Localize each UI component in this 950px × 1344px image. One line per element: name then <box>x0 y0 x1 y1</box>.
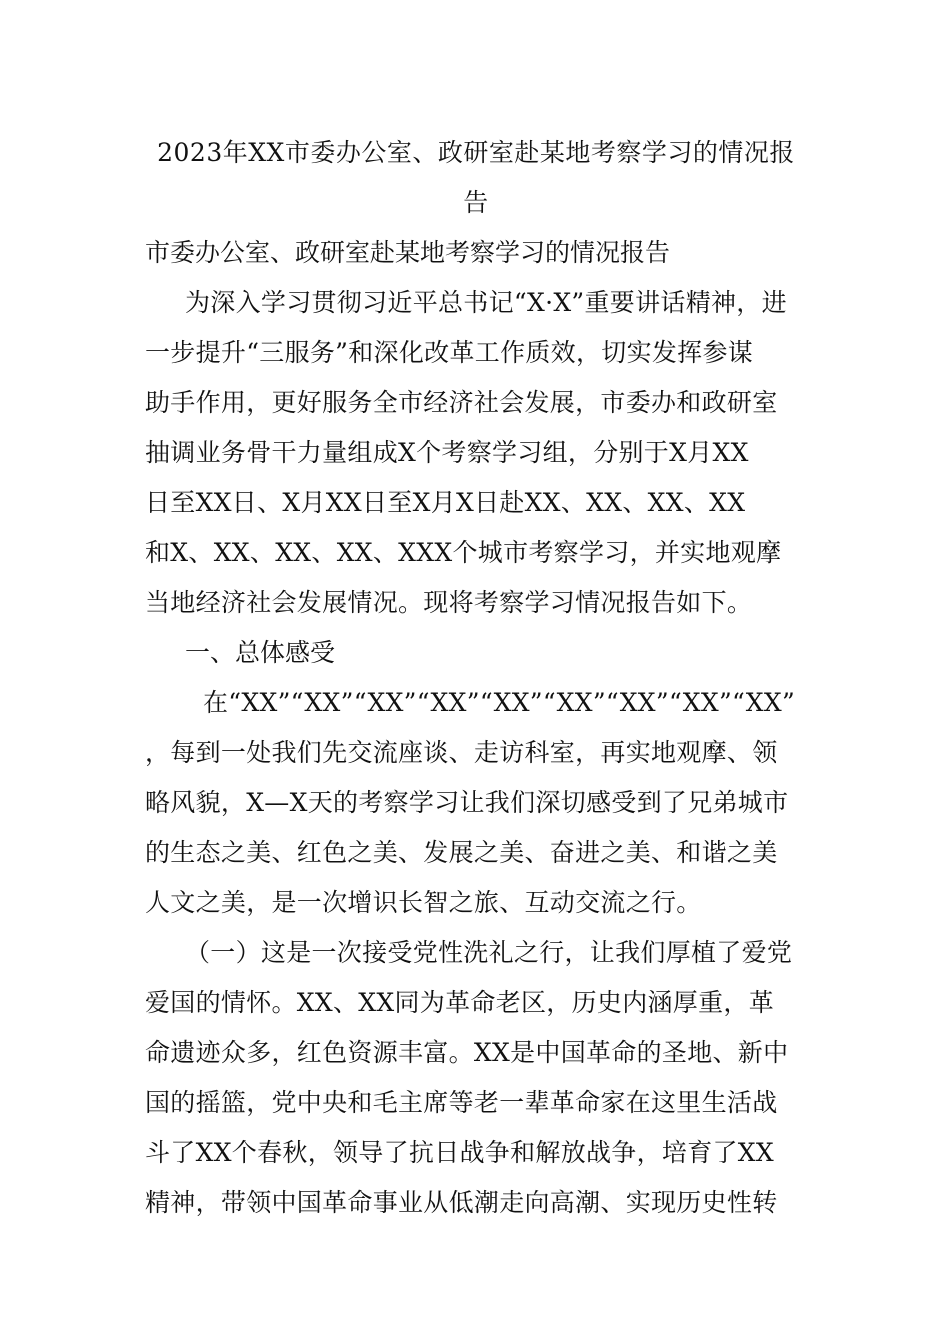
paragraph-line: 精神，带领中国革命事业从低潮走向高潮、实现历史性转 <box>145 1188 778 1217</box>
paragraph-line: 日至XX日、X月XX日至X月X日赴XX、XX、XX、XX <box>145 488 746 517</box>
section-heading-overall-impressions: 一、总体感受 <box>185 638 336 667</box>
paragraph-line: 助手作用，更好服务全市经济社会发展，市委办和政研室 <box>145 388 778 417</box>
document-subtitle: 市委办公室、政研室赴某地考察学习的情况报告 <box>145 238 671 267</box>
paragraph-line: 一步提升“三服务”和深化改革工作质效，切实发挥参谋 <box>145 338 754 367</box>
paragraph-line: 命遗迹众多，红色资源丰富。XX是中国革命的圣地、新中 <box>145 1038 789 1067</box>
paragraph-line: 抽调业务骨干力量组成X个考察学习组，分别于X月XX <box>145 438 749 467</box>
paragraph-intro <box>145 278 807 628</box>
paragraph-party-spirit <box>145 928 807 1228</box>
paragraph-line: 为深入学习贯彻习近平总书记“X·X”重要讲话精神，进 <box>185 288 787 317</box>
paragraph-line: 人文之美，是一次增识长智之旅、互动交流之行。 <box>145 888 702 917</box>
paragraph-line: 和X、XX、XX、XX、XXX个城市考察学习，并实地观摩 <box>145 538 782 567</box>
paragraph-line: （一）这是一次接受党性洗礼之行，让我们厚植了爱党 <box>185 938 793 967</box>
paragraph-line: 国的摇篮，党中央和毛主席等老一辈革命家在这里生活战 <box>145 1088 778 1117</box>
paragraph-line: 略风貌，X—X天的考察学习让我们深切感受到了兄弟城市 <box>145 788 789 817</box>
paragraph-line: ，每到一处我们先交流座谈、走访科室，再实地观摩、领 <box>145 738 778 767</box>
paragraph-line: 当地经济社会发展情况。现将考察学习情况报告如下。 <box>145 588 753 617</box>
paragraph-line: 在“XX”“XX”“XX”“XX”“XX”“XX”“XX”“XX”“XX” <box>203 688 796 717</box>
document-body <box>145 128 807 1228</box>
document-title-line-1: 2023年XX市委办公室、政研室赴某地考察学习的情况报 <box>157 138 795 167</box>
paragraph-overall <box>145 678 807 928</box>
paragraph-line: 的生态之美、红色之美、发展之美、奋进之美、和谐之美 <box>145 838 778 867</box>
document-title-line-2: 告 <box>463 188 489 217</box>
paragraph-line: 爱国的情怀。XX、XX同为革命老区，历史内涵厚重，革 <box>145 988 774 1017</box>
paragraph-line: 斗了XX个春秋，领导了抗日战争和解放战争，培育了XX <box>145 1138 774 1167</box>
